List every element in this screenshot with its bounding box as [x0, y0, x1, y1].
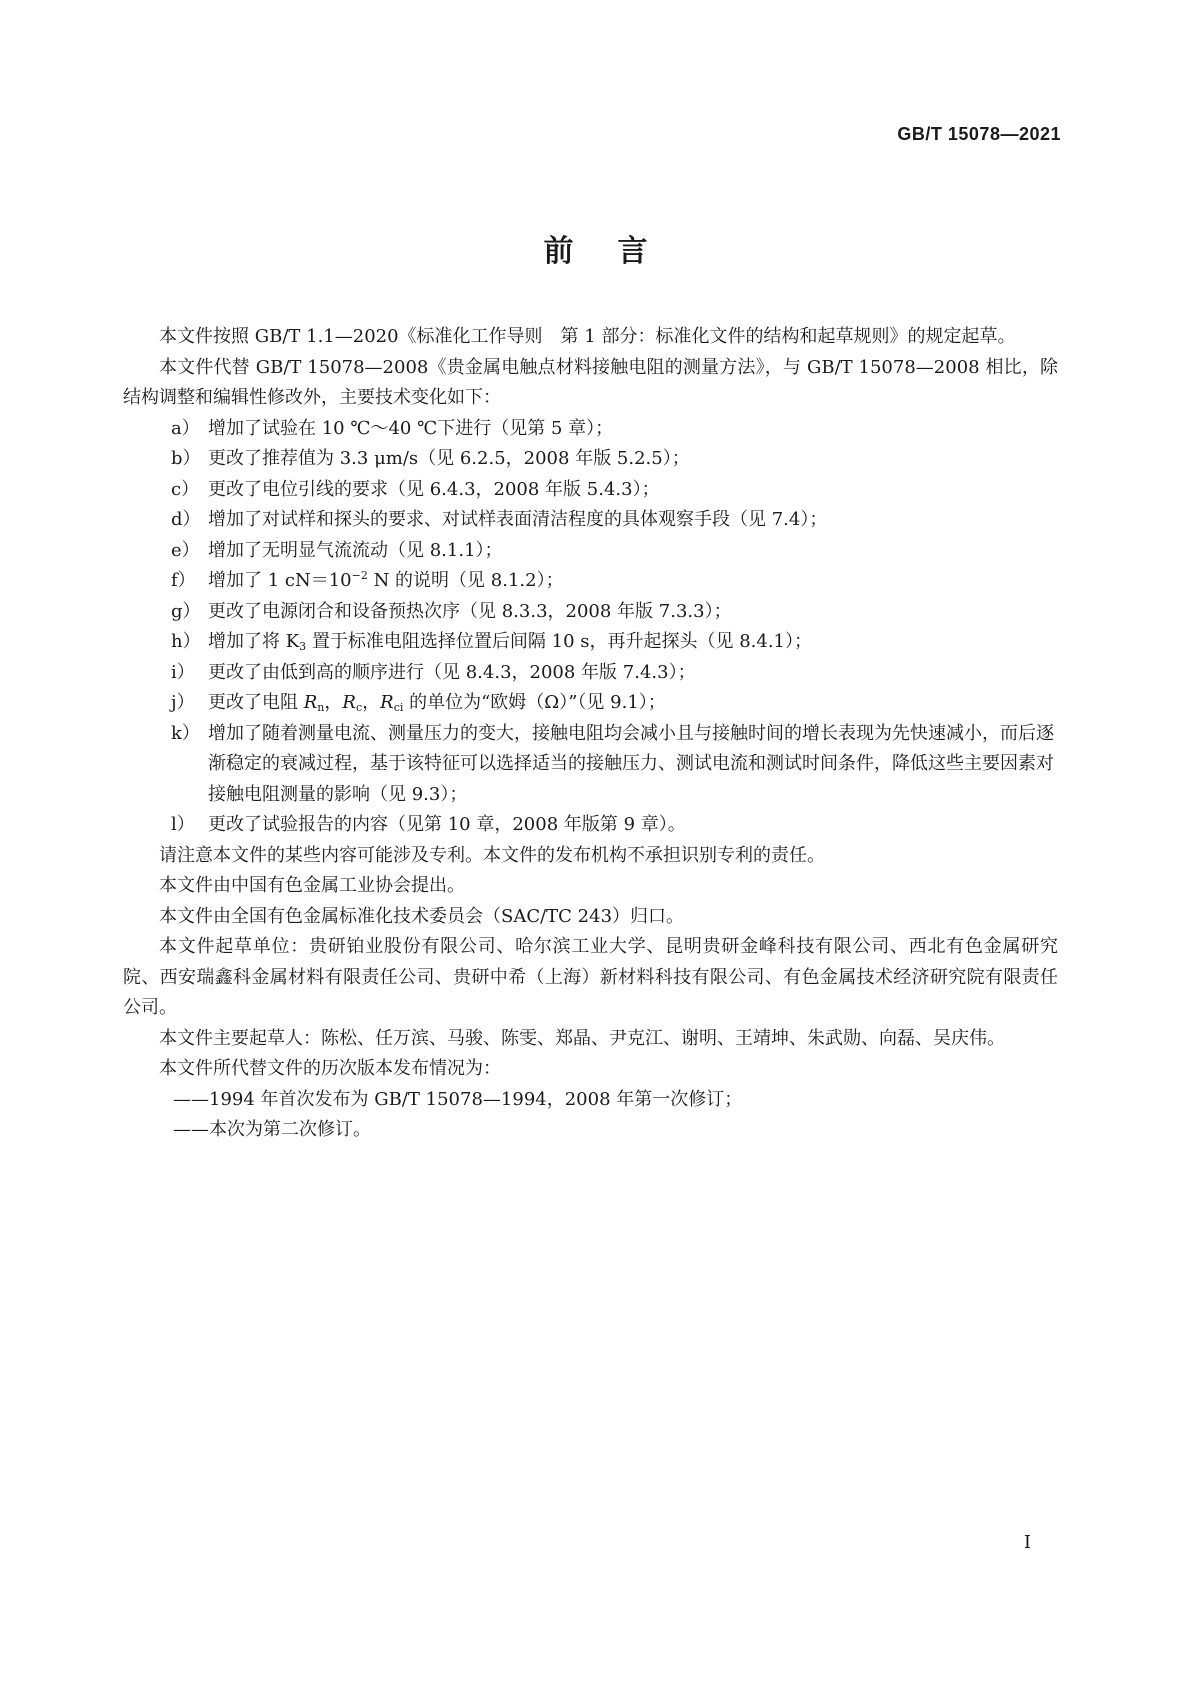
page-title: [0, 226, 1191, 270]
item-text-post: N 的说明（见 8.1.2）；: [367, 570, 564, 591]
change-item-i: [123, 658, 1058, 689]
item-text: 更改了由低到高的顺序进行（见 8.4.3，2008 年版 7.4.3）；: [208, 661, 696, 683]
symbol-r: R: [342, 692, 356, 713]
title-char-2: 言: [617, 234, 648, 269]
item-text-pre: 增加了 1 cN＝10: [208, 570, 352, 591]
item-text-post: 的单位为“欧姆（Ω）”（见 9.1）；: [403, 692, 666, 713]
item-text: 增加了试验在 10 ℃～40 ℃下进行（见第 5 章）；: [208, 417, 614, 439]
symbol-r: R: [380, 692, 394, 713]
item-text-pre: 增加了将 K: [208, 631, 300, 652]
item-label: g）: [171, 600, 201, 622]
item-label: l）: [171, 814, 195, 835]
item-label: c）: [171, 478, 200, 500]
paragraph-history-intro: 本文件所代替文件的历次版本发布情况为：: [159, 1058, 501, 1079]
paragraph-drafting-rules: 本文件按照 GB/T 1.1—2020《标准化工作导则 第 1 部分：标准化文件的结构和起草规则》的规定起草。: [159, 326, 1016, 347]
subscript: ci: [393, 701, 404, 714]
subscript: n: [317, 701, 325, 714]
change-item-k: [123, 719, 1058, 811]
item-text-post: 置于标准电阻选择位置后间隔 10 s，再升起探头（见 8.4.1）；: [306, 631, 812, 652]
change-item-e: [123, 536, 1058, 567]
item-text: 增加了无明显气流流动（见 8.1.1）；: [208, 539, 503, 561]
page-number: I: [1023, 1532, 1031, 1553]
change-item-l: [123, 810, 1058, 841]
subscript: c: [355, 701, 363, 714]
item-label: h）: [171, 631, 201, 652]
item-label: b）: [171, 448, 201, 469]
item-text: 更改了推荐值为 3.3 μm/s（见 6.2.5，2008 年版 5.2.5）；: [208, 448, 690, 469]
item-label: f）: [171, 570, 196, 591]
standard-code: GB/T 15078—2021: [897, 124, 1061, 144]
item-text: 增加了随着测量电流、测量压力的变大，接触电阻均会减小且与接触时间的增长表现为先快速减小，而后逐渐稳定的衰减过程，基于该特征可以选择适当的接触压力、测试电流和测试时间条件，降低这些主要因素对接触电阻测量的影响（见 9.3）；: [208, 722, 1054, 805]
item-text-pre: 更改了电阻: [208, 692, 304, 713]
item-text: 更改了电位引线的要求（见 6.4.3，2008 年版 5.4.3）；: [208, 478, 660, 500]
item-text: 更改了试验报告的内容（见第 10 章，2008 年版第 9 章）。: [208, 814, 686, 835]
item-label: i）: [171, 661, 195, 683]
change-item-h: [123, 627, 1058, 658]
change-item-f: [123, 566, 1058, 597]
change-item-g: [123, 597, 1058, 628]
item-text: 更改了电源闭合和设备预热次序（见 8.3.3，2008 年版 7.3.3）；: [208, 600, 732, 622]
item-label: k）: [171, 722, 200, 744]
item-text: 增加了对试样和探头的要求、对试样表面清洁程度的具体观察手段（见 7.4）；: [208, 509, 828, 530]
change-item-j: j） 更改了电阻 $R_n$，$R_c$，$R_{ci}$ 的单位为“欧姆（Ω）”（见 9.1）；: [123, 688, 1058, 719]
item-label: d）: [171, 509, 201, 530]
paragraph-proposer: 本文件由中国有色金属工业协会提出。: [159, 875, 465, 896]
change-item-d: [123, 505, 1058, 536]
paragraph-drafters: 本文件主要起草人：陈松、任万滨、马骏、陈雯、郑晶、尹克江、谢明、王靖坤、朱武勋、向磊、吴庆伟。: [159, 1027, 1005, 1049]
item-label: a）: [171, 417, 200, 439]
title-char-1: 前: [543, 234, 574, 269]
paragraph-patent-notice: 请注意本文件的某些内容可能涉及专利。本文件的发布机构不承担识别专利的责任。: [159, 844, 825, 866]
item-label: j）: [171, 692, 195, 713]
change-item-c: [123, 475, 1058, 506]
paragraph-committee: 本文件由全国有色金属标准化技术委员会（SAC/TC 243）归口。: [159, 905, 685, 927]
paragraph-drafting-units: 本文件起草单位：贵研铂业股份有限公司、哈尔滨工业大学、昆明贵研金峰科技有限公司、西北有色金属研究院、西安瑞鑫科金属材料有限责任公司、贵研中希（上海）新材料科技有限公司、有色金属技术经济研究院有限责任公司。: [123, 936, 1058, 1018]
history-item: ——1994 年首次发布为 GB/T 15078—1994，2008 年第一次修订；: [173, 1088, 743, 1110]
symbol-r: R: [303, 692, 318, 713]
exponent: −2: [351, 569, 368, 582]
subscript: 3: [299, 640, 307, 653]
item-label: e）: [171, 539, 200, 561]
paragraph-replacement: 本文件代替 GB/T 15078—2008《贵金属电触点材料接触电阻的测量方法》，与 GB/T 15078—2008 相比，除结构调整和编辑性修改外，主要技术变化如下：: [123, 356, 1058, 408]
change-item-b: [123, 444, 1058, 475]
change-item-a: [123, 414, 1058, 445]
history-item: ——本次为第二次修订。: [173, 1119, 371, 1140]
foreword-body: [123, 322, 1058, 1146]
